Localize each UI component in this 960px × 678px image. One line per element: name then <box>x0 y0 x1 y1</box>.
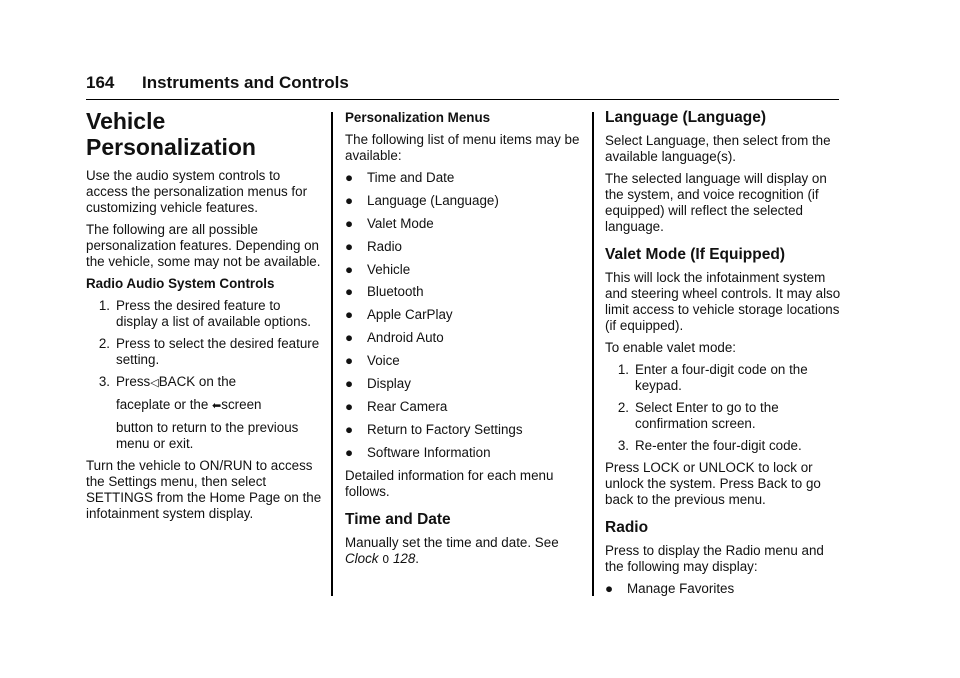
subheading: Radio Audio System Controls <box>86 276 275 291</box>
list-item-text: Voice <box>367 353 400 369</box>
paragraph: Detailed information for each menu follows. <box>345 467 554 499</box>
list-item-text: Radio <box>367 238 402 254</box>
section-heading: Radio <box>605 519 649 536</box>
step-text-line <box>116 397 261 414</box>
list-item <box>345 376 585 392</box>
list-item <box>345 399 585 415</box>
list-item-text: Software Information <box>367 444 491 460</box>
section-heading: Valet Mode (If Equipped) <box>605 246 785 263</box>
column-3 <box>605 108 843 604</box>
step-text-part: Press <box>116 374 151 389</box>
bullet-icon: ● <box>345 398 354 414</box>
step-text: Select Enter to go to the confirmation screen. <box>635 400 779 431</box>
cross-reference-link[interactable]: Clock <box>345 550 379 566</box>
step-text: Enter a four-digit code on the keypad. <box>635 362 808 393</box>
list-item-text: Rear Camera <box>367 398 448 414</box>
bullet-icon: ● <box>345 215 354 231</box>
section-title: Instruments and Controls <box>142 73 349 92</box>
bullet-icon: ● <box>345 444 354 460</box>
subheading: Personalization Menus <box>345 110 491 125</box>
step-number: 2. <box>617 400 629 415</box>
list-item-text: Apple CarPlay <box>367 307 453 323</box>
bullet-icon: ● <box>345 261 354 277</box>
bullet-icon: ● <box>345 192 354 208</box>
bullet-icon: ● <box>345 421 354 437</box>
step-number: 1. <box>98 298 110 313</box>
page-header <box>86 73 839 100</box>
list-item <box>345 330 585 346</box>
section-heading: Language (Language) <box>605 109 767 126</box>
step-text-part: screen <box>221 397 262 412</box>
section-heading: Time and Date <box>345 510 451 528</box>
list-item-text: Android Auto <box>367 330 444 346</box>
paragraph: The selected language will display on the system, and voice recognition (if equipped) will reflect the selected language. <box>605 171 827 234</box>
paragraph: To enable valet mode: <box>605 340 737 355</box>
step-number: 1. <box>617 362 629 377</box>
paragraph: Turn the vehicle to ON/RUN to access the Settings menu, then select SETTINGS from the Home Page on the infotainment system display. <box>86 458 322 521</box>
step-item <box>86 336 324 368</box>
list-item <box>345 239 585 255</box>
text: Manually set the time and date. See <box>345 534 559 550</box>
page-number: 164 <box>86 73 115 92</box>
step-item <box>605 400 843 432</box>
step-item <box>605 438 843 454</box>
step-item <box>86 374 324 452</box>
paragraph: The following list of menu items may be available: <box>345 132 580 163</box>
list-item <box>345 422 585 438</box>
column-divider <box>592 112 594 596</box>
list-item-text: Bluetooth <box>367 284 424 300</box>
list-item <box>345 307 585 323</box>
menu-list <box>345 170 585 461</box>
list-item <box>345 445 585 461</box>
list-item-text: Return to Factory Settings <box>367 421 523 437</box>
text: . <box>415 550 420 566</box>
list-item <box>345 170 585 186</box>
list-item <box>345 353 585 369</box>
bullet-icon: ● <box>605 581 614 596</box>
bullet-icon: ● <box>345 170 354 185</box>
paragraph: Press LOCK or UNLOCK to lock or unlock the system. Press Back to go back to the previous menu. <box>605 460 821 507</box>
step-number: 2. <box>98 336 110 351</box>
bullet-icon: ● <box>345 353 354 369</box>
list-item <box>345 284 585 300</box>
column-1 <box>86 108 324 528</box>
step-item <box>86 298 324 330</box>
list-item-text: Manage Favorites <box>627 581 735 596</box>
bullet-icon: ● <box>345 238 354 254</box>
back-icon: ◁ <box>150 376 159 389</box>
step-text-part: BACK on the <box>158 374 237 389</box>
bullet-icon: ● <box>345 284 354 300</box>
paragraph: Use the audio system controls to access the personalization menus for customizing vehicle features. <box>86 168 308 215</box>
step-text-part: button to return to the previous menu or exit. <box>116 420 299 451</box>
list-item-text: Valet Mode <box>367 215 434 231</box>
step-text <box>116 374 324 452</box>
list-item <box>345 216 585 232</box>
page-ref-icon: 0 <box>382 552 390 566</box>
paragraph <box>345 535 585 568</box>
step-item <box>605 362 843 394</box>
step-number: 3. <box>98 374 110 389</box>
step-text-part: faceplate or the <box>116 397 209 412</box>
paragraph: Select Language, then select from the available language(s). <box>605 133 831 164</box>
paragraph: The following are all possible personalization features. Depending on the vehicle, some may not be available. <box>86 222 321 269</box>
list-item <box>605 581 843 597</box>
bullet-icon: ● <box>345 376 354 392</box>
list-item <box>345 193 585 209</box>
step-text: Re-enter the four-digit code. <box>635 438 802 453</box>
screen-back-icon: ⬅ <box>212 399 222 412</box>
step-number: 3. <box>617 438 629 453</box>
bullet-icon: ● <box>345 330 354 346</box>
page-title: Vehicle Personalization <box>86 108 256 160</box>
list-item-text: Vehicle <box>367 261 411 277</box>
paragraph: Press to display the Radio menu and the following may display: <box>605 543 824 574</box>
step-text: Press to select the desired feature setting. <box>116 336 320 367</box>
list-item-text: Language (Language) <box>367 192 499 208</box>
list-item-text: Display <box>367 376 411 392</box>
column-2 <box>345 110 585 574</box>
column-divider <box>331 112 333 596</box>
list-item-text: Time and Date <box>367 170 455 185</box>
page-reference[interactable]: 128 <box>392 550 416 566</box>
bullet-icon: ● <box>345 307 354 323</box>
list-item <box>345 262 585 278</box>
paragraph: This will lock the infotainment system and steering wheel controls. It may also limit access to vehicle storage locations (if equipped). <box>605 270 841 333</box>
step-text: Press the desired feature to display a list of available options. <box>116 298 312 329</box>
